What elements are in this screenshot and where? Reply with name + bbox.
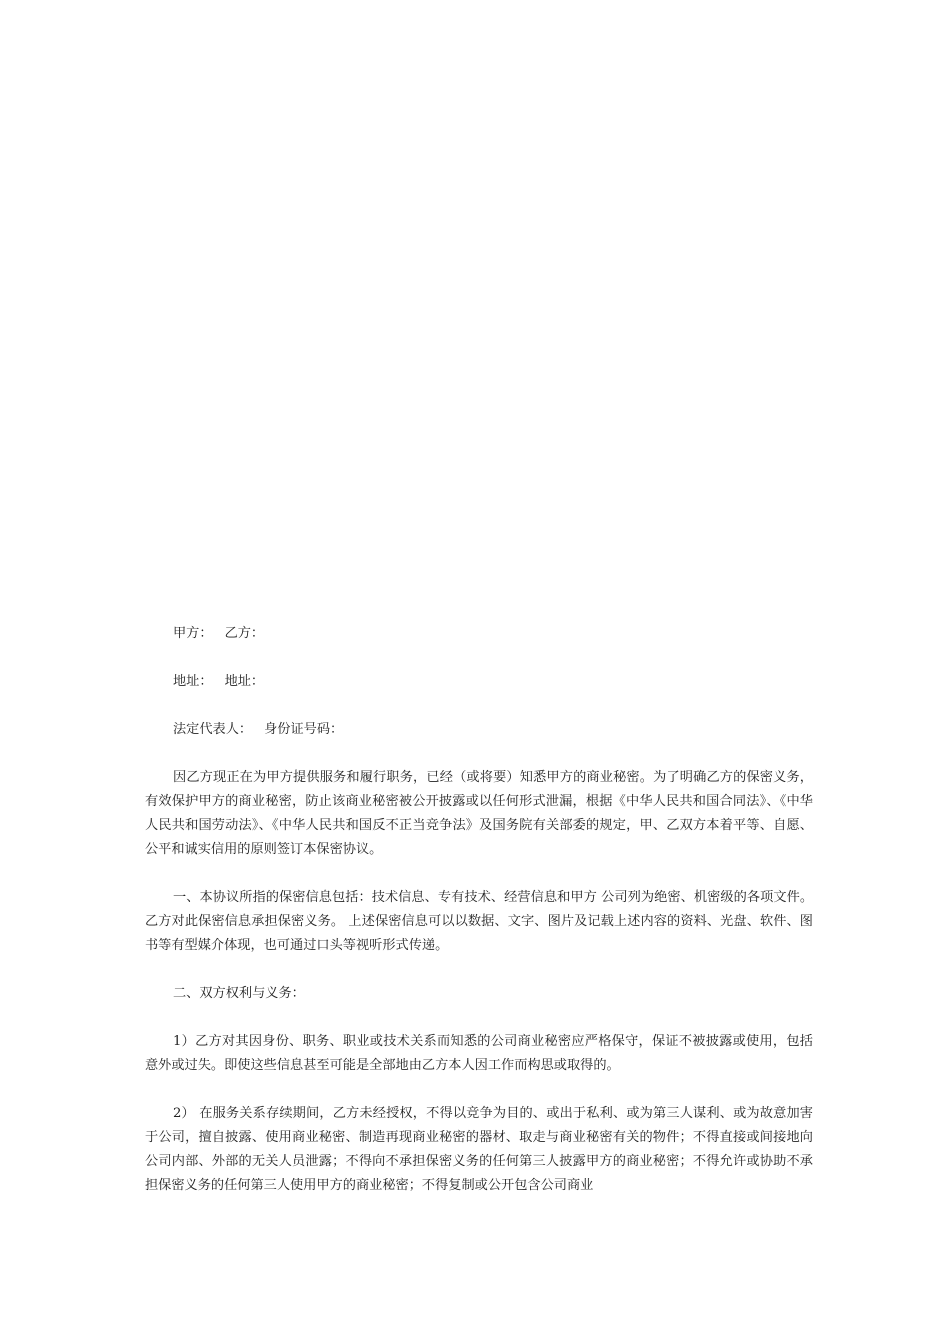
address-a-label: 地址： (173, 674, 213, 689)
clause-2-item-2: 2） 在服务关系存续期间，乙方未经授权，不得以竞争为目的、或出于私利、或为第三人谋利、或为故意加害于公司，擅自披露、使用商业秘密、制造再现商业秘密的器材、取走与商业秘密有关的物件；不得直接或间接地向公司内部、外部的无关人员泄露；不得向不承担保密义务的任何第三人披露甲方的商业秘密；不得允许或协助不承担保密义务的任何第三人使用甲方的商业秘密；不得复制或公开包含公司商业 (145, 1106, 813, 1193)
legal-rep-row (145, 718, 813, 742)
clause-2-item-1: 1）乙方对其因身份、职务、职业或技术关系而知悉的公司商业秘密应严格保守，保证不被披露或使用，包括意外或过失。即使这些信息甚至可能是全部地由乙方本人因工作而构思或取得的。 (145, 1034, 813, 1073)
party-row (145, 622, 813, 646)
clause-1-paragraph: 一、本协议所指的保密信息包括：技术信息、专有技术、经营信息和甲方 公司列为绝密、机密级的各项文件。乙方对此保密信息承担保密义务。 上述保密信息可以以数据、文字、图片及记载上述内容的资料、光盘、软件、图书等有型媒介体现，也可通过口头等视听形式传递。 (145, 890, 813, 953)
document-body (145, 622, 813, 1198)
address-b-label: 地址： (224, 674, 265, 689)
clause-2-heading: 二、双方权利与义务： (173, 986, 305, 1001)
legal-rep-label: 法定代表人： (173, 722, 253, 737)
party-a-label: 甲方： (173, 626, 213, 641)
id-number-label: 身份证号码： (264, 722, 344, 737)
address-row (145, 670, 813, 694)
party-b-label: 乙方： (224, 626, 265, 641)
preamble-paragraph: 因乙方现正在为甲方提供服务和履行职务，已经（或将要）知悉甲方的商业秘密。为了明确乙方的保密义务，有效保护甲方的商业秘密，防止该商业秘密被公开披露或以任何形式泄漏，根据《中华人民共和国合同法》、《中华人民共和国劳动法》、《中华人民共和国反不正当竞争法》及国务院有关部委的规定，甲、乙双方本着平等、自愿、公平和诚实信用的原则签订本保密协议。 (145, 770, 813, 857)
